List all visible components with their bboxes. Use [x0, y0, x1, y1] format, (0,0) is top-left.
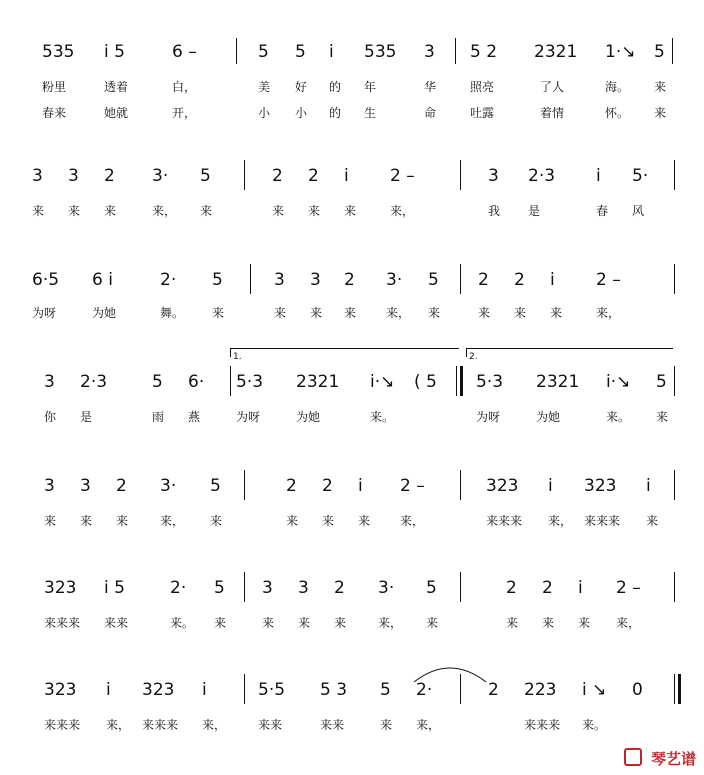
lyric: 命: [424, 106, 437, 120]
note-group: 5·5: [258, 680, 286, 700]
lyric: 来: [656, 410, 669, 424]
barline: [674, 572, 675, 602]
lyric: 透着: [104, 80, 129, 94]
lyric: 照亮: [470, 80, 495, 94]
lyric: 我: [488, 204, 501, 218]
note-group: 5: [152, 372, 163, 392]
lyric: 来: [380, 718, 393, 732]
lyric: 来来来: [44, 718, 81, 732]
note-group: 5 2: [470, 42, 498, 62]
lyric: 来: [212, 306, 225, 320]
lyric: 来来来: [44, 616, 81, 630]
lyric: 来: [262, 616, 275, 630]
lyric: 来: [310, 306, 323, 320]
note-group: 3: [298, 578, 309, 598]
note-group: 3: [488, 166, 499, 186]
lyric: 风: [632, 204, 645, 218]
lyric: 来: [334, 616, 347, 630]
note-group: 3: [274, 270, 285, 290]
note-group: 0: [632, 680, 643, 700]
volta-bracket-2: [466, 348, 673, 357]
lyric: 来，: [400, 514, 425, 528]
lyric: 来，: [160, 514, 185, 528]
lyric: 来。: [582, 718, 607, 732]
lyric: 是: [80, 410, 93, 424]
note-group: i: [578, 578, 583, 598]
lyric: 来: [478, 306, 491, 320]
note-group: 5: [212, 270, 223, 290]
lyric: 来: [308, 204, 321, 218]
final-barline-thick: [678, 674, 681, 704]
lyric: 来，: [378, 616, 403, 630]
lyric: 你: [44, 410, 57, 424]
lyric: 来: [344, 306, 357, 320]
lyric: 来，: [596, 306, 621, 320]
note-group: i 5: [104, 578, 125, 598]
lyric: 来。: [370, 410, 395, 424]
lyric: 来: [210, 514, 223, 528]
note-group: 2: [308, 166, 319, 186]
lyric: 燕: [188, 410, 201, 424]
note-group: 3: [68, 166, 79, 186]
lyric: 为呀: [476, 410, 501, 424]
note-group: 323: [44, 578, 77, 598]
note-group: i 5: [104, 42, 125, 62]
note-group: 3: [80, 476, 91, 496]
note-group: i: [646, 476, 651, 496]
barline: [460, 264, 461, 294]
note-group: 2·: [170, 578, 187, 598]
lyric: 小: [295, 106, 308, 120]
note-group: 6 –: [172, 42, 197, 62]
lyric: 来。: [170, 616, 195, 630]
note-group: 2321: [534, 42, 578, 62]
lyric: 来: [116, 514, 129, 528]
lyric: 春来: [42, 106, 67, 120]
lyric: 来: [654, 80, 667, 94]
barline: [250, 264, 251, 294]
lyric: 来: [286, 514, 299, 528]
lyric: 来: [550, 306, 563, 320]
note-group: i: [202, 680, 207, 700]
note-group: 2 –: [596, 270, 621, 290]
volta-number-2: 2.: [469, 352, 478, 362]
lyric: 华: [424, 80, 437, 94]
note-group: 1·↘: [605, 42, 636, 62]
note-group: 5·: [632, 166, 649, 186]
note-group: 535: [364, 42, 397, 62]
note-group: 6·: [188, 372, 205, 392]
barline: [244, 572, 245, 602]
barline: [674, 264, 675, 294]
lyric: 春: [596, 204, 609, 218]
lyric: 来: [428, 306, 441, 320]
repeat-barline: [456, 366, 457, 396]
note-group: 6·5: [32, 270, 60, 290]
lyric: 来: [274, 306, 287, 320]
lyric: 来: [426, 616, 439, 630]
note-group: 323: [44, 680, 77, 700]
note-group: ( 5: [414, 372, 437, 392]
lyric: 来，: [548, 514, 573, 528]
barline: [460, 572, 461, 602]
barline: [244, 674, 245, 704]
lyric: 来: [80, 514, 93, 528]
note-group: i: [548, 476, 553, 496]
lyric: 来: [32, 204, 45, 218]
lyric: 来，: [416, 718, 441, 732]
note-group: 2: [514, 270, 525, 290]
lyric: 为她: [536, 410, 561, 424]
note-group: 3: [44, 372, 55, 392]
note-group: 323: [584, 476, 617, 496]
note-group: 2 –: [616, 578, 641, 598]
lyric: 来，: [202, 718, 227, 732]
lyric: 是: [528, 204, 541, 218]
barline: [460, 470, 461, 500]
lyric: 来来来: [524, 718, 561, 732]
lyric: 来: [104, 204, 117, 218]
lyric: 了人: [540, 80, 565, 94]
note-group: i·↘: [606, 372, 631, 392]
note-group: 2·3: [528, 166, 556, 186]
lyric: 雨: [152, 410, 165, 424]
lyric: 来: [506, 616, 519, 630]
lyric: 来: [542, 616, 555, 630]
lyric: 为呀: [32, 306, 57, 320]
note-group: 2 –: [400, 476, 425, 496]
barline: [244, 160, 245, 190]
lyric: 生: [364, 106, 377, 120]
note-group: 2: [542, 578, 553, 598]
note-group: i ↘: [582, 680, 607, 700]
lyric: 怀。: [605, 106, 630, 120]
lyric: 美: [258, 80, 271, 94]
barline: [236, 38, 237, 64]
note-group: 3·: [378, 578, 395, 598]
note-group: i: [550, 270, 555, 290]
lyric: 为呀: [236, 410, 261, 424]
note-group: 5: [656, 372, 667, 392]
note-group: 2: [344, 270, 355, 290]
note-group: 2: [506, 578, 517, 598]
note-group: 3·: [160, 476, 177, 496]
lyric: 来来来: [486, 514, 523, 528]
note-group: 2: [322, 476, 333, 496]
note-group: i: [596, 166, 601, 186]
note-group: 5: [654, 42, 665, 62]
lyric: 来: [44, 514, 57, 528]
note-group: 5: [258, 42, 269, 62]
note-group: 3: [424, 42, 435, 62]
note-group: 3·: [386, 270, 403, 290]
lyric: 为她: [92, 306, 117, 320]
final-barline: [674, 674, 675, 704]
lyric: 为她: [296, 410, 321, 424]
note-group: 2321: [296, 372, 340, 392]
lyric: 来，: [106, 718, 131, 732]
lyric: 来: [272, 204, 285, 218]
lyric: 年: [364, 80, 377, 94]
note-group: 3·: [152, 166, 169, 186]
note-group: 5: [380, 680, 391, 700]
repeat-barline-thick: [460, 366, 463, 396]
volta-bracket-1: [230, 348, 459, 357]
note-group: 2: [104, 166, 115, 186]
note-group: 2: [478, 270, 489, 290]
note-group: i: [344, 166, 349, 186]
barline: [460, 160, 461, 190]
lyric: 来: [578, 616, 591, 630]
note-group: 5 3: [320, 680, 348, 700]
lyric: 来来来: [584, 514, 621, 528]
lyric: 来: [298, 616, 311, 630]
note-group: 5: [214, 578, 225, 598]
note-group: 2: [334, 578, 345, 598]
site-logo[interactable]: [624, 748, 696, 769]
lyric: 小: [258, 106, 271, 120]
note-group: 5·3: [236, 372, 264, 392]
note-group: 5: [200, 166, 211, 186]
note-group: 2·: [160, 270, 177, 290]
note-group: i·↘: [370, 372, 395, 392]
barline: [455, 38, 456, 64]
lyric: 来: [322, 514, 335, 528]
note-group: 2: [286, 476, 297, 496]
lyric: 来来来: [142, 718, 179, 732]
lyric: 来: [68, 204, 81, 218]
note-group: 5·3: [476, 372, 504, 392]
volta-number-1: 1.: [233, 352, 242, 362]
note-group: i: [106, 680, 111, 700]
lyric: 粉里: [42, 80, 67, 94]
lyric: 吐露: [470, 106, 495, 120]
lyric: 来: [214, 616, 227, 630]
logo-icon: [624, 748, 642, 766]
note-group: 223: [524, 680, 557, 700]
note-group: 3: [32, 166, 43, 186]
lyric: 来，: [616, 616, 641, 630]
barline: [230, 366, 231, 396]
note-group: 3: [44, 476, 55, 496]
lyric: 的: [329, 106, 342, 120]
note-group: 535: [42, 42, 75, 62]
barline: [672, 38, 673, 64]
note-group: 5: [295, 42, 306, 62]
lyric: 来: [200, 204, 213, 218]
lyric: 她就: [104, 106, 129, 120]
note-group: 3: [310, 270, 321, 290]
note-group: 2: [272, 166, 283, 186]
note-group: 323: [486, 476, 519, 496]
lyric: 来，: [390, 204, 415, 218]
barline: [674, 366, 675, 396]
lyric: 来: [344, 204, 357, 218]
note-group: i: [358, 476, 363, 496]
lyric: 白，: [172, 80, 197, 94]
lyric: 好: [295, 80, 308, 94]
barline: [244, 470, 245, 500]
lyric: 开，: [172, 106, 197, 120]
lyric: 来，: [386, 306, 411, 320]
lyric: 来来: [320, 718, 345, 732]
lyric: 海。: [605, 80, 630, 94]
lyric: 来。: [606, 410, 631, 424]
lyric: 来来: [258, 718, 283, 732]
note-group: 323: [142, 680, 175, 700]
lyric: 着情: [540, 106, 565, 120]
barline: [674, 160, 675, 190]
note-group: 2 –: [390, 166, 415, 186]
barline: [460, 674, 461, 704]
lyric: 舞。: [160, 306, 185, 320]
note-group: 2321: [536, 372, 580, 392]
lyric: 的: [329, 80, 342, 94]
lyric: 来: [646, 514, 659, 528]
note-group: 2·: [416, 680, 433, 700]
note-group: 2: [116, 476, 127, 496]
lyric: 来: [358, 514, 371, 528]
note-group: 5: [428, 270, 439, 290]
note-group: 6 i: [92, 270, 113, 290]
note-group: 3: [262, 578, 273, 598]
logo-text: 琴艺谱: [650, 750, 696, 768]
note-group: 2·3: [80, 372, 108, 392]
lyric: 来: [654, 106, 667, 120]
note-group: i: [329, 42, 334, 62]
note-group: 2: [488, 680, 499, 700]
barline: [674, 470, 675, 500]
note-group: 5: [426, 578, 437, 598]
note-group: 5: [210, 476, 221, 496]
lyric: 来来: [104, 616, 129, 630]
lyric: 来: [514, 306, 527, 320]
lyric: 来，: [152, 204, 177, 218]
